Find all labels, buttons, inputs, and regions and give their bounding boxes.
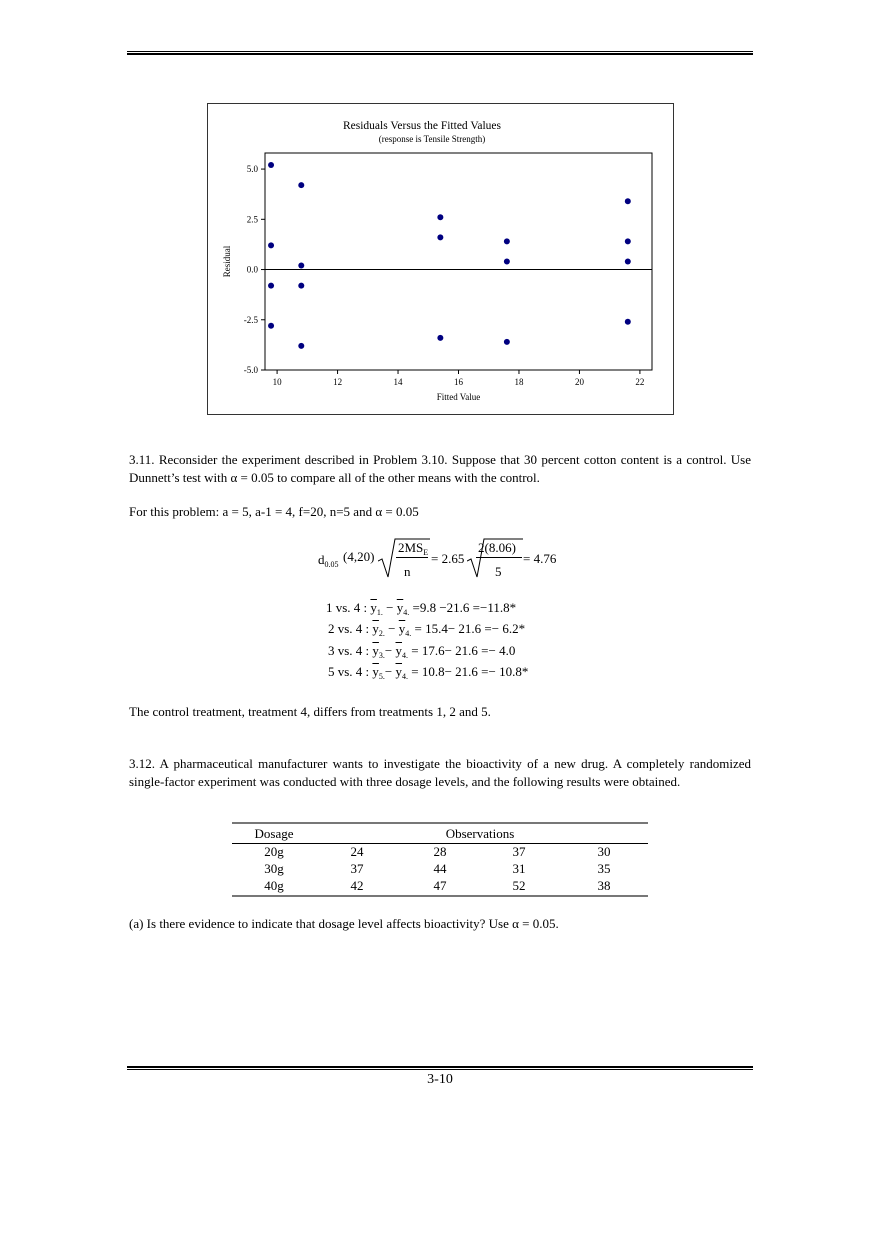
comparison-row: 5 vs. 4 : $\overline{y}_{5.}- \overline{y}_{4.} = 10.8- 21.6 =- 10.8*$: [328, 664, 529, 681]
problem-312-text: 3.12. A pharmaceutical manufacturer wants to investigate the bioactivity of a new drug. A completely randomized single-factor experiment was conducted with three dosage levels, and the following results were obtained.: [129, 756, 751, 789]
y-tick-label: 2.5: [246, 214, 258, 225]
dosage-table: [232, 822, 648, 897]
data-point: [504, 339, 510, 345]
footer-rule: [127, 1066, 753, 1070]
data-point: [625, 259, 631, 265]
data-point: [298, 283, 304, 289]
x-tick-label: 22: [635, 377, 645, 387]
problem-312-question-a: (a) Is there evidence to indicate that dosage level affects bioactivity? Use α = 0.05.: [129, 916, 559, 931]
data-point: [298, 182, 304, 188]
x-tick-label: 12: [333, 377, 343, 387]
formula-eq1: = 2.65: [431, 551, 465, 566]
y-axis-label: Residual: [222, 245, 232, 278]
data-point: [298, 343, 304, 349]
data-point: [437, 214, 443, 220]
header-dosage: Dosage: [254, 826, 294, 841]
data-point: [268, 283, 274, 289]
fraction-bar-2: [476, 557, 522, 558]
y-tick-label: -5.0: [243, 365, 258, 375]
data-point: [625, 238, 631, 244]
fraction-bar-1: [396, 557, 428, 558]
chart-subtitle: (response is Tensile Strength): [378, 134, 486, 144]
comparison-row: 1 vs. 4 : $\overline{y}_{1.} - \overline{y}_{4.} =9.8 -21.6 =-11.8*$: [326, 600, 517, 617]
header-observations: Observations: [445, 826, 515, 841]
data-point: [268, 323, 274, 329]
formula-num2: 2(8.06): [478, 540, 516, 555]
formula-d: $d_{0.05}$: [318, 552, 339, 569]
x-tick-label: 14: [393, 377, 403, 387]
x-axis-label: Fitted Value: [436, 392, 481, 402]
data-point: [268, 162, 274, 168]
table-row: 30g 37 44 31 35: [264, 861, 611, 876]
formula-den1: n: [404, 564, 411, 579]
data-point: [625, 319, 631, 325]
page-number: 3-10: [427, 1072, 453, 1087]
plot-area: [265, 153, 652, 370]
table-top-rule: [232, 822, 648, 824]
x-tick-label: 20: [574, 377, 584, 387]
data-point: [625, 198, 631, 204]
data-point: [298, 263, 304, 269]
data-point: [268, 242, 274, 248]
problem-311-text: 3.11. Reconsider the experiment described in Problem 3.10. Suppose that 30 percent cotton content is a control. Use Dunnett’s test with α = 0.05 to compare all of the other means with the control.: [129, 452, 751, 485]
data-point: [504, 238, 510, 244]
table-bottom-rule: [232, 895, 648, 897]
formula-den2: 5: [495, 564, 502, 579]
x-tick-label: 10: [272, 377, 282, 387]
formula-num1: $2MS_E$: [398, 540, 429, 557]
comparison-row: 3 vs. 4 : $\overline{y}_{3.}- \overline{y}_{4.} = 17.6- 21.6 =- 4.0$: [328, 643, 516, 660]
formula-eq2: = 4.76: [523, 551, 557, 566]
comparison-row: 2 vs. 4 : $\overline{y}_{2.} - \overline{y}_{4.} = 15.4- 21.6 =- 6.2*$: [328, 621, 526, 638]
problem-311-conclusion: The control treatment, treatment 4, differs from treatments 1, 2 and 5.: [129, 704, 491, 719]
y-tick-label: 5.0: [246, 164, 258, 175]
data-point: [437, 234, 443, 240]
data-point: [504, 259, 510, 265]
x-tick-label: 16: [454, 377, 463, 387]
formula-args: (4,20): [343, 549, 375, 564]
table-header-row: [232, 826, 648, 843]
chart-title: Residuals Versus the Fitted Values: [342, 120, 501, 132]
table-row: 20g 24 28 37 30: [264, 844, 611, 859]
data-point: [437, 335, 443, 341]
y-tick-label: 0.0: [246, 264, 258, 275]
y-tick-label: -2.5: [243, 314, 258, 325]
table-row: 40g 42 47 52 38: [264, 878, 611, 893]
x-tick-label: 18: [514, 377, 524, 387]
problem-311-setup: For this problem: a = 5, a-1 = 4, f=20, n=5 and α = 0.05: [129, 504, 419, 519]
